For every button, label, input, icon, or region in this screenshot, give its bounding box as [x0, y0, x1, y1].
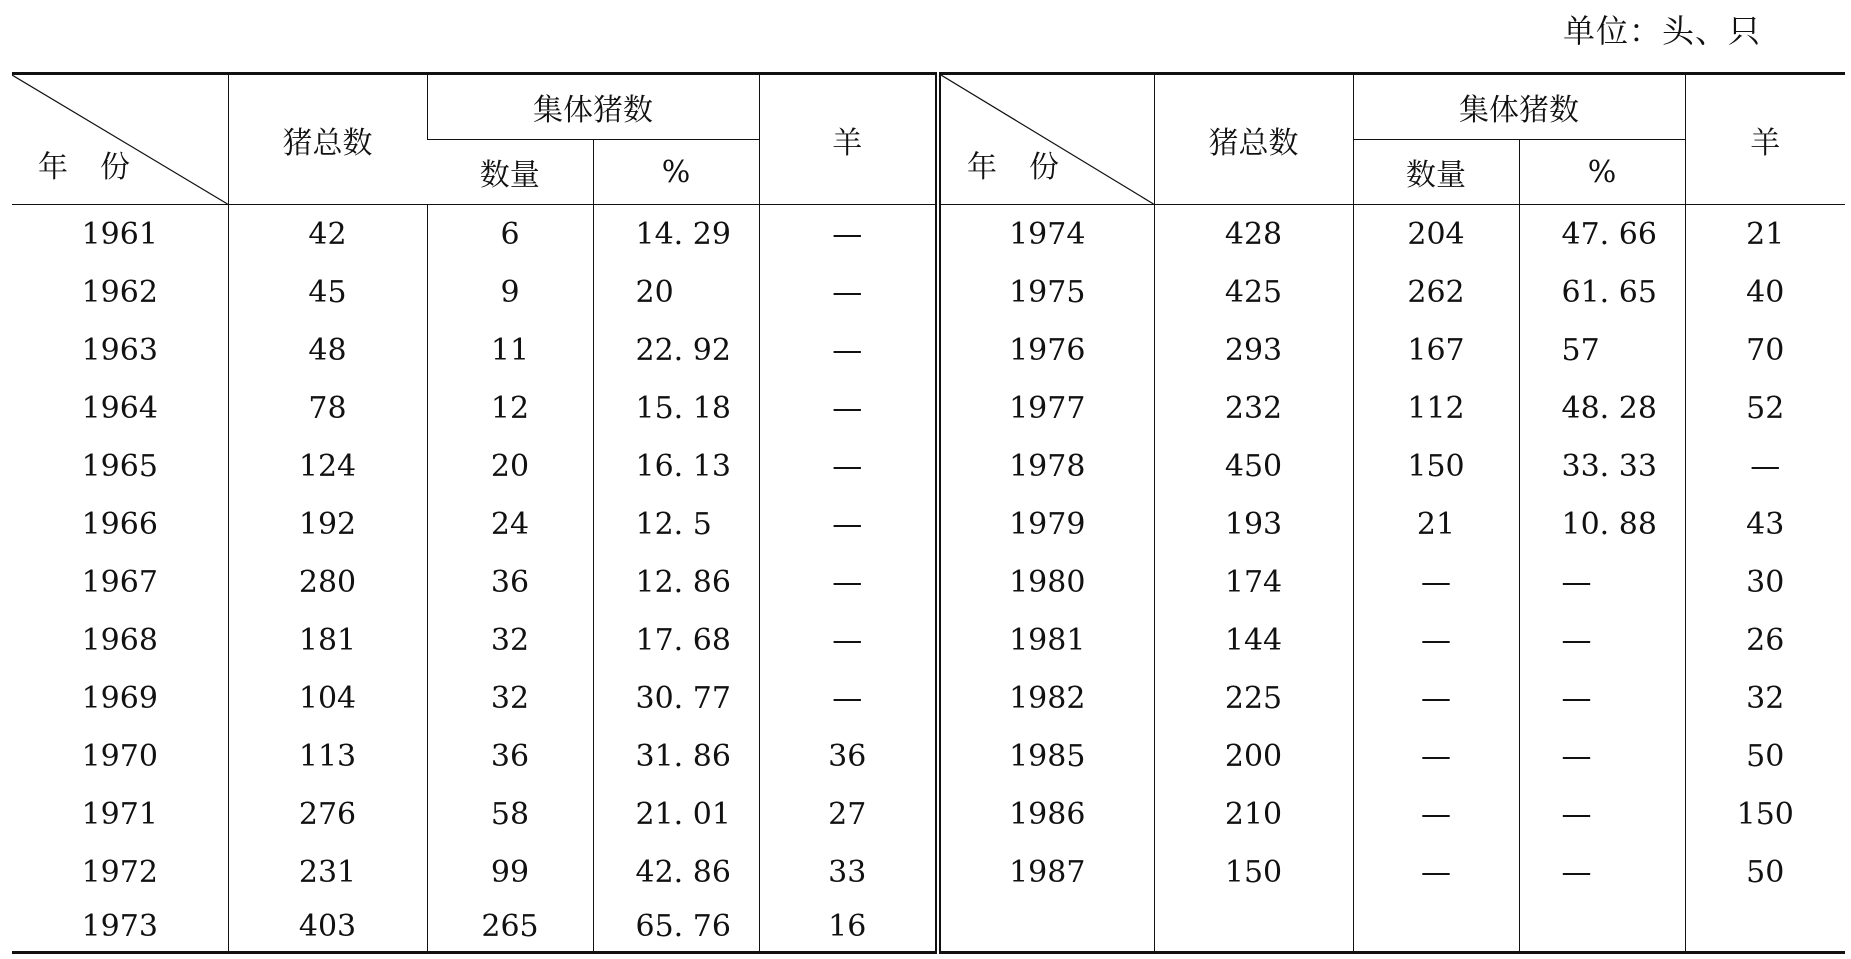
year-cell: 1987 [938, 843, 1154, 901]
collective-qty-cell: 9 [427, 263, 593, 321]
collective-pct-cell: 12. 86 [593, 553, 759, 611]
total-pigs-cell: 113 [228, 727, 427, 785]
total-pigs-cell: 42 [228, 205, 427, 264]
table-row [12, 901, 1845, 953]
collective-qty-cell: 12 [427, 379, 593, 437]
collective-qty-cell: 204 [1353, 205, 1519, 264]
collective-pct-cell: — [1519, 727, 1685, 785]
collective-qty-cell: 262 [1353, 263, 1519, 321]
total-pigs-cell: 232 [1154, 379, 1353, 437]
year-cell: 1985 [938, 727, 1154, 785]
collective-qty-cell: — [1353, 785, 1519, 843]
collective-pct-cell: 48. 28 [1519, 379, 1685, 437]
table-row [12, 321, 1845, 379]
total-pigs-cell: 280 [228, 553, 427, 611]
collective-qty-cell: — [1353, 669, 1519, 727]
year-cell: 1968 [81, 622, 158, 658]
collective-pct-cell: — [1519, 669, 1685, 727]
year-cell: 1970 [81, 738, 158, 774]
year-header-label: 年 份 [38, 150, 132, 185]
collective-qty-cell: 32 [427, 669, 593, 727]
collective-qty-cell: 24 [427, 495, 593, 553]
percent-header: % [1519, 140, 1685, 205]
year-cell: 1962 [81, 274, 158, 310]
quantity-header: 数量 [1353, 140, 1519, 205]
total-pigs-cell: 181 [228, 611, 427, 669]
sheep-cell: — [759, 205, 938, 264]
year-cell: 1978 [938, 437, 1154, 495]
total-pigs-cell: 403 [228, 901, 427, 953]
collective-qty-cell: 99 [427, 843, 593, 901]
collective-pigs-header: 集体猪数 [1353, 74, 1685, 140]
year-cell: 1974 [938, 205, 1154, 264]
collective-pct-cell: 14. 29 [593, 205, 759, 264]
collective-pct-cell: — [1519, 553, 1685, 611]
collective-pct-cell: 12. 5 [593, 495, 759, 553]
unit-label: 单位：头、只 [1562, 12, 1761, 50]
total-pigs-cell: 231 [228, 843, 427, 901]
sheep-cell: — [759, 495, 938, 553]
collective-pct-cell: 42. 86 [593, 843, 759, 901]
collective-pct-cell: 61. 65 [1519, 263, 1685, 321]
percent-header: % [593, 140, 759, 205]
total-pigs-cell: 225 [1154, 669, 1353, 727]
sheep-cell: — [1685, 437, 1845, 495]
sheep-cell: 21 [1685, 205, 1845, 264]
total-pigs-cell [1154, 901, 1353, 953]
collective-pct-cell: 16. 13 [593, 437, 759, 495]
sheep-cell: 30 [1685, 553, 1845, 611]
table-row [12, 437, 1845, 495]
collective-qty-cell: — [1353, 553, 1519, 611]
collective-qty-cell: — [1353, 611, 1519, 669]
collective-pct-cell: 30. 77 [593, 669, 759, 727]
collective-qty-cell: 36 [427, 553, 593, 611]
collective-qty-cell: 167 [1353, 321, 1519, 379]
sheep-cell: — [759, 321, 938, 379]
collective-qty-cell: — [1353, 843, 1519, 901]
year-cell: 1973 [12, 901, 228, 953]
collective-pct-cell: 47. 66 [1519, 205, 1685, 264]
collective-qty-cell: 11 [427, 321, 593, 379]
collective-qty-cell: 265 [427, 901, 593, 953]
sheep-cell: — [759, 379, 938, 437]
sheep-cell: 150 [1685, 785, 1845, 843]
table-row [12, 495, 1845, 553]
sheep-cell: 50 [1685, 843, 1845, 901]
collective-pct-cell: — [1519, 611, 1685, 669]
sheep-cell: 27 [759, 785, 938, 843]
collective-pigs-header: 集体猪数 [427, 74, 759, 140]
collective-pct-cell: 15. 18 [593, 379, 759, 437]
total-pigs-cell: 210 [1154, 785, 1353, 843]
sheep-cell [1685, 901, 1845, 953]
total-pigs-cell: 45 [228, 263, 427, 321]
year-cell: 1965 [81, 448, 158, 484]
year-cell: 1977 [938, 379, 1154, 437]
collective-qty-cell: 20 [427, 437, 593, 495]
year-header-cell [938, 74, 1154, 205]
total-pigs-cell: 276 [228, 785, 427, 843]
sheep-cell: 26 [1685, 611, 1845, 669]
sheep-cell: — [759, 263, 938, 321]
collective-qty-cell: 112 [1353, 379, 1519, 437]
sheep-cell: 43 [1685, 495, 1845, 553]
year-cell: 1981 [938, 611, 1154, 669]
collective-pct-cell: 22. 92 [593, 321, 759, 379]
table-body [12, 205, 1845, 953]
collective-qty-cell: 32 [427, 611, 593, 669]
collective-qty-cell: 58 [427, 785, 593, 843]
year-cell: 1964 [81, 390, 158, 426]
year-cell: 1969 [81, 680, 158, 716]
year-header-label: 年 份 [967, 150, 1061, 185]
total-pigs-cell: 193 [1154, 495, 1353, 553]
collective-pct-cell [1519, 901, 1685, 953]
total-pigs-header: 猪总数 [228, 74, 427, 205]
year-cell: 1979 [938, 495, 1154, 553]
collective-pct-cell: — [1519, 843, 1685, 901]
sheep-cell: 33 [759, 843, 938, 901]
total-pigs-cell: 48 [228, 321, 427, 379]
collective-pct-cell: 20 [593, 263, 759, 321]
table-row [12, 669, 1845, 727]
collective-pct-cell: 21. 01 [593, 785, 759, 843]
sheep-header: 羊 [759, 74, 938, 205]
collective-pct-cell: 31. 86 [593, 727, 759, 785]
header-row-1 [12, 74, 1845, 140]
collective-qty-cell: 150 [1353, 437, 1519, 495]
sheep-cell: — [759, 437, 938, 495]
total-pigs-cell: 174 [1154, 553, 1353, 611]
year-cell: 1972 [81, 854, 158, 890]
collective-pct-cell: 10. 88 [1519, 495, 1685, 553]
sheep-cell: 40 [1685, 263, 1845, 321]
sheep-cell: 70 [1685, 321, 1845, 379]
sheep-cell: 50 [1685, 727, 1845, 785]
collective-qty-cell [1353, 901, 1519, 953]
livestock-table [12, 72, 1845, 954]
table-row [12, 553, 1845, 611]
total-pigs-cell: 150 [1154, 843, 1353, 901]
total-pigs-cell: 450 [1154, 437, 1353, 495]
year-cell: 1980 [938, 553, 1154, 611]
table-row [12, 379, 1845, 437]
collective-qty-cell: 6 [427, 205, 593, 264]
year-cell: 1961 [81, 216, 158, 252]
year-cell: 1982 [938, 669, 1154, 727]
sheep-cell: 32 [1685, 669, 1845, 727]
year-cell: 1967 [81, 564, 158, 600]
collective-qty-cell: — [1353, 727, 1519, 785]
sheep-cell: 52 [1685, 379, 1845, 437]
collective-pct-cell: 57 [1519, 321, 1685, 379]
year-cell: 1976 [938, 321, 1154, 379]
table-row [12, 785, 1845, 843]
sheep-header: 羊 [1685, 74, 1845, 205]
year-cell: 1966 [81, 506, 158, 542]
year-cell: 1963 [81, 332, 158, 368]
collective-pct-cell: 33. 33 [1519, 437, 1685, 495]
sheep-cell: — [759, 669, 938, 727]
year-cell: 1975 [938, 263, 1154, 321]
total-pigs-cell: 425 [1154, 263, 1353, 321]
total-pigs-cell: 192 [228, 495, 427, 553]
quantity-header: 数量 [427, 140, 593, 205]
collective-pct-cell: 65. 76 [593, 901, 759, 953]
total-pigs-header: 猪总数 [1154, 74, 1353, 205]
collective-qty-cell: 36 [427, 727, 593, 785]
year-cell: 1986 [938, 785, 1154, 843]
total-pigs-cell: 104 [228, 669, 427, 727]
collective-qty-cell: 21 [1353, 495, 1519, 553]
total-pigs-cell: 293 [1154, 321, 1353, 379]
table-row [12, 611, 1845, 669]
sheep-cell: 16 [759, 901, 938, 953]
total-pigs-cell: 200 [1154, 727, 1353, 785]
total-pigs-cell: 428 [1154, 205, 1353, 264]
total-pigs-cell: 144 [1154, 611, 1353, 669]
collective-pct-cell: 17. 68 [593, 611, 759, 669]
sheep-cell: — [759, 611, 938, 669]
table-row [12, 843, 1845, 901]
table-row [12, 263, 1845, 321]
sheep-cell: — [759, 553, 938, 611]
total-pigs-cell: 78 [228, 379, 427, 437]
total-pigs-cell: 124 [228, 437, 427, 495]
table-row [12, 727, 1845, 785]
sheep-cell: 36 [759, 727, 938, 785]
table-row [12, 205, 1845, 264]
year-cell [938, 901, 1154, 953]
collective-pct-cell: — [1519, 785, 1685, 843]
year-header-cell [12, 74, 228, 205]
year-cell: 1971 [81, 796, 158, 832]
